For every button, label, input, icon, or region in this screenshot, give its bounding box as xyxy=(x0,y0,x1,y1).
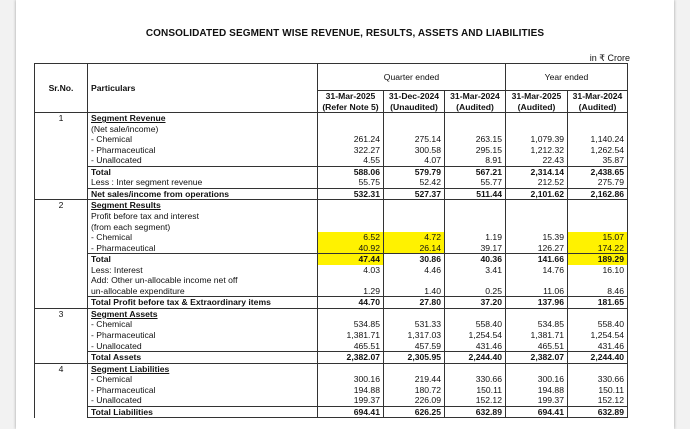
value-cell: 465.51 xyxy=(506,341,568,352)
value-cell: 2,382.07 xyxy=(318,352,384,364)
value-cell: 181.65 xyxy=(568,297,628,309)
value-cell: 55.77 xyxy=(445,177,506,188)
row-label: - Chemical xyxy=(88,232,318,243)
value-cell: 457.59 xyxy=(384,341,445,352)
value-cell: 150.11 xyxy=(568,385,628,396)
row-label: - Unallocated xyxy=(88,341,318,352)
value-cell: 263.15 xyxy=(445,134,506,145)
row-label: Segment Revenue xyxy=(88,113,318,124)
value-cell: 300.16 xyxy=(506,374,568,385)
value-cell xyxy=(318,200,384,211)
table-row xyxy=(35,166,628,177)
value-cell xyxy=(445,308,506,319)
value-cell: 8.46 xyxy=(568,286,628,297)
row-label: - Pharmaceutical xyxy=(88,145,318,156)
value-cell xyxy=(384,222,445,233)
row-label: Profit before tax and interest xyxy=(88,211,318,222)
value-cell xyxy=(445,363,506,374)
value-cell: 322.27 xyxy=(318,145,384,156)
value-cell: 4.55 xyxy=(318,155,384,166)
section-number: 2 xyxy=(35,200,88,308)
value-cell: 300.16 xyxy=(318,374,384,385)
row-label: - Chemical xyxy=(88,319,318,330)
value-cell: 26.14 xyxy=(384,243,445,254)
value-cell: 1,079.39 xyxy=(506,134,568,145)
value-cell: 261.24 xyxy=(318,134,384,145)
value-cell xyxy=(445,275,506,286)
table-row xyxy=(35,188,628,200)
value-cell: 22.43 xyxy=(506,155,568,166)
value-cell: 226.09 xyxy=(384,395,445,406)
value-cell xyxy=(318,275,384,286)
value-cell xyxy=(384,211,445,222)
table-row xyxy=(35,297,628,309)
col-date-2: 31-Dec-2024 xyxy=(384,91,445,102)
value-cell xyxy=(318,124,384,135)
value-cell: 694.41 xyxy=(506,406,568,418)
value-cell: 558.40 xyxy=(568,319,628,330)
table-row xyxy=(35,200,628,211)
value-cell xyxy=(384,363,445,374)
value-cell: 632.89 xyxy=(568,406,628,418)
value-cell: 219.44 xyxy=(384,374,445,385)
row-label: Net sales/income from operations xyxy=(88,188,318,200)
value-cell xyxy=(318,363,384,374)
value-cell: 8.91 xyxy=(445,155,506,166)
table-row xyxy=(35,243,628,254)
value-cell: 1.19 xyxy=(445,232,506,243)
table-row xyxy=(35,254,628,265)
value-cell xyxy=(384,275,445,286)
col-date-5: 31-Mar-2024 xyxy=(568,91,628,102)
value-cell: 189.29 xyxy=(568,254,628,265)
value-cell: 180.72 xyxy=(384,385,445,396)
document-page xyxy=(16,0,674,429)
value-cell xyxy=(568,211,628,222)
table-row xyxy=(35,374,628,385)
value-cell: 558.40 xyxy=(445,319,506,330)
srno-header: Sr.No. xyxy=(35,64,88,113)
value-cell: 531.33 xyxy=(384,319,445,330)
currency-unit: in ₹ Crore xyxy=(589,53,630,63)
value-cell xyxy=(445,211,506,222)
value-cell xyxy=(318,308,384,319)
value-cell: 1,381.71 xyxy=(318,330,384,341)
value-cell xyxy=(318,222,384,233)
value-cell xyxy=(318,211,384,222)
value-cell: 2,382.07 xyxy=(506,352,568,364)
section-number: 3 xyxy=(35,308,88,363)
value-cell: 6.52 xyxy=(318,232,384,243)
value-cell: 465.51 xyxy=(318,341,384,352)
value-cell: 1,317.03 xyxy=(384,330,445,341)
value-cell: 275.14 xyxy=(384,134,445,145)
value-cell xyxy=(506,124,568,135)
value-cell: 532.31 xyxy=(318,188,384,200)
value-cell: 632.89 xyxy=(445,406,506,418)
row-label: - Pharmaceutical xyxy=(88,385,318,396)
value-cell: 275.79 xyxy=(568,177,628,188)
section-number: 4 xyxy=(35,363,88,418)
value-cell: 3.41 xyxy=(445,265,506,276)
col-date-4: 31-Mar-2025 xyxy=(506,91,568,102)
value-cell: 534.85 xyxy=(318,319,384,330)
value-cell: 330.66 xyxy=(568,374,628,385)
value-cell: 55.75 xyxy=(318,177,384,188)
row-label: Segment Assets xyxy=(88,308,318,319)
table-row xyxy=(35,124,628,135)
row-label: Total xyxy=(88,254,318,265)
value-cell: 174.22 xyxy=(568,243,628,254)
value-cell xyxy=(568,308,628,319)
value-cell xyxy=(506,363,568,374)
value-cell: 194.88 xyxy=(318,385,384,396)
value-cell xyxy=(445,222,506,233)
value-cell: 295.15 xyxy=(445,145,506,156)
value-cell: 35.87 xyxy=(568,155,628,166)
value-cell xyxy=(318,113,384,124)
year-ended-header: Year ended xyxy=(506,64,628,91)
row-label: - Pharmaceutical xyxy=(88,243,318,254)
row-label: (Net sale/income) xyxy=(88,124,318,135)
col-note-2: (Unaudited) xyxy=(384,102,445,113)
value-cell xyxy=(506,113,568,124)
page-title: CONSOLIDATED SEGMENT WISE REVENUE, RESULTS, ASSETS AND LIABILITIES xyxy=(145,28,545,39)
segment-table xyxy=(34,63,628,418)
value-cell: 141.66 xyxy=(506,254,568,265)
table-row xyxy=(35,406,628,418)
value-cell xyxy=(384,308,445,319)
value-cell: 199.37 xyxy=(506,395,568,406)
value-cell: 626.25 xyxy=(384,406,445,418)
value-cell: 11.06 xyxy=(506,286,568,297)
value-cell: 152.12 xyxy=(445,395,506,406)
value-cell xyxy=(445,200,506,211)
value-cell: 2,438.65 xyxy=(568,166,628,177)
value-cell: 567.21 xyxy=(445,166,506,177)
value-cell: 0.25 xyxy=(445,286,506,297)
value-cell: 27.80 xyxy=(384,297,445,309)
table-row xyxy=(35,275,628,286)
row-label: Total Assets xyxy=(88,352,318,364)
table-row xyxy=(35,363,628,374)
value-cell: 137.96 xyxy=(506,297,568,309)
table-row xyxy=(35,134,628,145)
table-row xyxy=(35,265,628,276)
value-cell: 37.20 xyxy=(445,297,506,309)
row-label: un-allocable expenditure xyxy=(88,286,318,297)
value-cell xyxy=(384,113,445,124)
value-cell: 694.41 xyxy=(318,406,384,418)
value-cell xyxy=(506,308,568,319)
value-cell: 150.11 xyxy=(445,385,506,396)
value-cell: 47.44 xyxy=(318,254,384,265)
value-cell: 534.85 xyxy=(506,319,568,330)
value-cell: 15.07 xyxy=(568,232,628,243)
value-cell: 52.42 xyxy=(384,177,445,188)
value-cell: 1.40 xyxy=(384,286,445,297)
value-cell: 1,140.24 xyxy=(568,134,628,145)
value-cell: 4.03 xyxy=(318,265,384,276)
row-label: - Unallocated xyxy=(88,395,318,406)
value-cell: 1,212.32 xyxy=(506,145,568,156)
row-label: - Chemical xyxy=(88,134,318,145)
row-label: - Pharmaceutical xyxy=(88,330,318,341)
table-row xyxy=(35,113,628,124)
value-cell: 4.72 xyxy=(384,232,445,243)
value-cell: 2,162.86 xyxy=(568,188,628,200)
value-cell: 15.39 xyxy=(506,232,568,243)
table-row xyxy=(35,385,628,396)
table-row xyxy=(35,308,628,319)
value-cell xyxy=(506,200,568,211)
value-cell: 44.70 xyxy=(318,297,384,309)
value-cell: 1,254.54 xyxy=(445,330,506,341)
col-date-1: 31-Mar-2025 xyxy=(318,91,384,102)
table-row xyxy=(35,155,628,166)
value-cell: 40.92 xyxy=(318,243,384,254)
row-label: Total Liabilities xyxy=(88,406,318,418)
value-cell xyxy=(568,275,628,286)
value-cell: 588.06 xyxy=(318,166,384,177)
value-cell: 152.12 xyxy=(568,395,628,406)
row-label: - Chemical xyxy=(88,374,318,385)
value-cell xyxy=(568,124,628,135)
value-cell xyxy=(506,211,568,222)
value-cell xyxy=(568,363,628,374)
value-cell: 16.10 xyxy=(568,265,628,276)
value-cell: 579.79 xyxy=(384,166,445,177)
col-note-5: (Audited) xyxy=(568,102,628,113)
value-cell: 511.44 xyxy=(445,188,506,200)
table-row xyxy=(35,232,628,243)
section-number: 1 xyxy=(35,113,88,200)
value-cell: 4.46 xyxy=(384,265,445,276)
value-cell: 212.52 xyxy=(506,177,568,188)
value-cell: 2,244.40 xyxy=(445,352,506,364)
value-cell: 527.37 xyxy=(384,188,445,200)
value-cell: 431.46 xyxy=(568,341,628,352)
row-label: Segment Liabilities xyxy=(88,363,318,374)
table-row xyxy=(35,145,628,156)
table-row xyxy=(35,177,628,188)
value-cell: 126.27 xyxy=(506,243,568,254)
value-cell: 30.86 xyxy=(384,254,445,265)
row-label: Add: Other un-allocable income net off xyxy=(88,275,318,286)
value-cell: 330.66 xyxy=(445,374,506,385)
value-cell xyxy=(506,275,568,286)
value-cell xyxy=(568,113,628,124)
value-cell: 1.29 xyxy=(318,286,384,297)
row-label: (from each segment) xyxy=(88,222,318,233)
table-row xyxy=(35,286,628,297)
value-cell xyxy=(568,200,628,211)
value-cell: 2,244.40 xyxy=(568,352,628,364)
row-label: - Unallocated xyxy=(88,155,318,166)
row-label: Total xyxy=(88,166,318,177)
table-row xyxy=(35,319,628,330)
table-row xyxy=(35,211,628,222)
table-row xyxy=(35,222,628,233)
quarter-ended-header: Quarter ended xyxy=(318,64,506,91)
value-cell: 2,305.95 xyxy=(384,352,445,364)
row-label: Segment Results xyxy=(88,200,318,211)
value-cell: 14.76 xyxy=(506,265,568,276)
value-cell: 39.17 xyxy=(445,243,506,254)
value-cell xyxy=(445,113,506,124)
value-cell: 2,314.14 xyxy=(506,166,568,177)
row-label: Total Profit before tax & Extraordinary items xyxy=(88,297,318,309)
value-cell xyxy=(506,222,568,233)
value-cell: 40.36 xyxy=(445,254,506,265)
row-label: Less: Interest xyxy=(88,265,318,276)
col-date-3: 31-Mar-2024 xyxy=(445,91,506,102)
value-cell xyxy=(384,124,445,135)
value-cell: 1,254.54 xyxy=(568,330,628,341)
value-cell xyxy=(384,200,445,211)
value-cell: 1,381.71 xyxy=(506,330,568,341)
value-cell: 300.58 xyxy=(384,145,445,156)
table-row xyxy=(35,330,628,341)
table-row xyxy=(35,395,628,406)
value-cell: 4.07 xyxy=(384,155,445,166)
value-cell xyxy=(568,222,628,233)
value-cell: 2,101.62 xyxy=(506,188,568,200)
value-cell: 1,262.54 xyxy=(568,145,628,156)
col-note-1: (Refer Note 5) xyxy=(318,102,384,113)
particulars-header: Particulars xyxy=(88,64,318,113)
table-row xyxy=(35,352,628,364)
table-row xyxy=(35,341,628,352)
value-cell: 431.46 xyxy=(445,341,506,352)
col-note-4: (Audited) xyxy=(506,102,568,113)
value-cell xyxy=(445,124,506,135)
col-note-3: (Audited) xyxy=(445,102,506,113)
row-label: Less : Inter segment revenue xyxy=(88,177,318,188)
value-cell: 194.88 xyxy=(506,385,568,396)
value-cell: 199.37 xyxy=(318,395,384,406)
